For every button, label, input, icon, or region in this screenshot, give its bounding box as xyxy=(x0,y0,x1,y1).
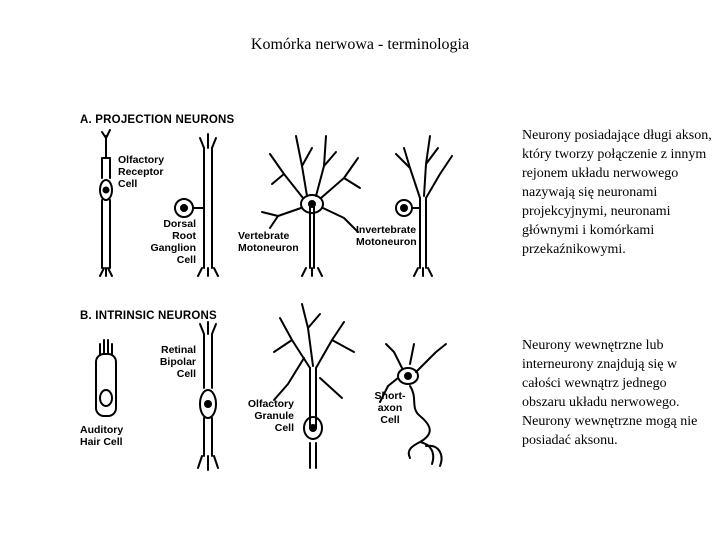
label-auditory-hair: Auditory Hair Cell xyxy=(80,424,124,448)
label-olfactory-receptor: Olfactory Receptor Cell xyxy=(118,154,165,190)
section-b-heading: B. INTRINSIC NEURONS xyxy=(80,310,217,322)
label-short-axon: Short- axon Cell xyxy=(374,390,406,426)
paragraph-projection-neurons: Neurony posiadające długi akson, który tworzy połączenie z innym rejonem układu nerwowego nazywają się neuronami projekcyjnymi, neuronami głównymi i komórkami przekaźnikowymi. xyxy=(522,128,712,257)
section-a-heading: A. PROJECTION NEURONS xyxy=(80,114,235,126)
page-title: Komórka nerwowa - terminologia xyxy=(250,36,470,53)
vertebrate-motoneuron-drawing xyxy=(262,136,360,276)
auditory-hair-drawing xyxy=(96,340,116,416)
neuron-figure xyxy=(74,108,514,480)
label-dorsal-root: Dorsal Root Ganglion Cell xyxy=(150,218,196,266)
label-olfactory-granule: Olfactory Granule Cell xyxy=(247,398,294,434)
retinal-bipolar-drawing xyxy=(198,322,218,470)
invertebrate-motoneuron-drawing xyxy=(396,136,452,276)
olfactory-granule-drawing xyxy=(274,304,354,468)
label-retinal-bipolar: Retinal Bipolar Cell xyxy=(159,344,196,380)
label-invertebrate-motoneuron: Invertebrate Motoneuron xyxy=(356,224,417,248)
paragraph-intrinsic-neurons: Neurony wewnętrzne lub interneurony znajdują się w całości wewnątrz jednego obszaru układu nerwowego. Neurony wewnętrzne mogą nie posiadać aksonu. xyxy=(522,338,698,448)
olfactory-receptor-drawing xyxy=(100,130,112,276)
label-vertebrate-motoneuron: Vertebrate Motoneuron xyxy=(238,230,299,254)
